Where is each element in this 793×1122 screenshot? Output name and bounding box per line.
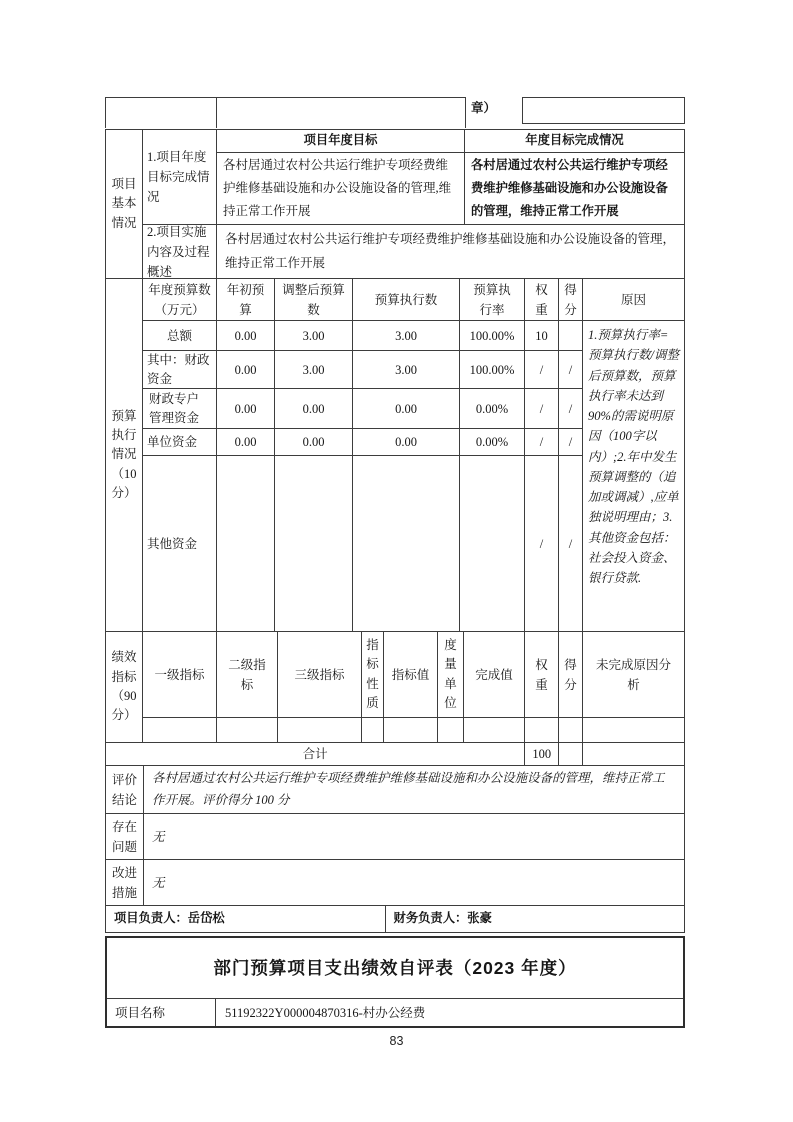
perf-col-header-level2: 二级指标 [217, 632, 278, 718]
project-name-label: 项目名称 [107, 999, 216, 1026]
budget-row-total [143, 321, 583, 351]
budget-col-header-initial: 年初预算 [217, 279, 275, 321]
perf-col-header-nature: 指标性质 [362, 632, 384, 718]
budget-col-header-executed: 预算执行数 [353, 279, 460, 321]
performance-section [106, 632, 685, 743]
budget-special-rate: 0.00% [460, 389, 525, 429]
budget-unit-weight: / [525, 429, 559, 456]
basic-info-section [106, 130, 685, 279]
perf-col-header-level1: 一级指标 [143, 632, 217, 718]
next-table-title: 部门预算项目支出绩效自评表（2023 年度） [107, 938, 683, 999]
budget-other-initial [217, 456, 275, 632]
budget-other-weight: / [525, 456, 559, 632]
conclusion-text: 各村居通过农村公共运行维护专项经费维护维修基础设施和办公设施设备的管理，维持正常工作开展。评价得分 100 分 [144, 766, 685, 814]
budget-fiscal-weight: / [525, 351, 559, 389]
conclusion-row [106, 766, 685, 814]
budget-other-rate [460, 456, 525, 632]
performance-empty-row [143, 718, 685, 743]
budget-row-special-account [143, 389, 583, 429]
page-number: 83 [389, 1034, 404, 1048]
budget-special-weight: / [525, 389, 559, 429]
finance-manager-signer: 财务负责人：张豪 [386, 906, 685, 933]
perf-col-header-reason: 未完成原因分析 [583, 632, 685, 718]
budget-row-fiscal [143, 351, 583, 389]
budget-col-header-rate: 预算执行率 [460, 279, 525, 321]
signers-row [106, 906, 685, 933]
project-manager-signer: 项目负责人：岳岱松 [106, 906, 386, 933]
project-name-value: 51192322Y000004870316-村办公经费 [225, 1005, 426, 1020]
cutoff-row-fragment [105, 97, 685, 129]
next-evaluation-table [105, 936, 685, 1028]
total-reason-cell [583, 743, 685, 766]
budget-label-fiscal: 其中：财政资金 [143, 351, 217, 389]
budget-execution-section [106, 279, 685, 632]
budget-total-initial: 0.00 [217, 321, 275, 351]
budget-fiscal-adjusted: 3.00 [275, 351, 353, 389]
evaluation-table [105, 129, 685, 933]
perf-empty-cell [525, 718, 559, 743]
performance-header-row [143, 632, 685, 718]
perf-col-header-completed: 完成值 [464, 632, 525, 718]
budget-total-executed: 3.00 [353, 321, 460, 351]
budget-label-unit: 单位资金 [143, 429, 217, 456]
problems-text: 无 [144, 814, 685, 860]
goal-header: 项目年度目标 [217, 130, 465, 153]
perf-col-header-value: 指标值 [384, 632, 438, 718]
basic-info-row-label: 项目基本情况 [106, 130, 143, 279]
performance-row-label: 绩效指标（90分） [106, 632, 143, 743]
fragment-cell-right [522, 97, 685, 124]
budget-other-adjusted [275, 456, 353, 632]
budget-label-special: 财政专户管理资金 [143, 389, 217, 429]
fragment-cell-middle [216, 97, 466, 128]
budget-reason-text: 1.预算执行率=预算执行数/调整后预算数，预算执行率未达到90%的需说明原因（100字以内）;2.年中发生预算调整的（追加或调减）,应单独说明理由；3.其他资金包括：社会投入资金、银行贷款. [583, 321, 685, 632]
budget-fiscal-executed: 3.00 [353, 351, 460, 389]
total-weight-value: 100 [525, 743, 559, 766]
budget-col-header-score: 得分 [559, 279, 583, 321]
perf-col-header-unit: 度量单位 [438, 632, 464, 718]
perf-col-header-level3: 三级指标 [278, 632, 362, 718]
implementation-text: 各村居通过农村公共运行维护专项经费维护维修基础设施和办公设施设备的管理，维持正常工作开展 [217, 225, 685, 279]
budget-unit-score: / [559, 429, 583, 456]
budget-special-score: / [559, 389, 583, 429]
budget-label-other: 其他资金 [143, 456, 217, 632]
budget-total-adjusted: 3.00 [275, 321, 353, 351]
perf-col-header-weight: 权重 [525, 632, 559, 718]
budget-row-label: 预算执行情况（10分） [106, 279, 143, 632]
perf-empty-cell [384, 718, 438, 743]
budget-total-score [559, 321, 583, 351]
budget-row-other [143, 456, 583, 632]
budget-header-row [143, 279, 583, 321]
problems-row [106, 814, 685, 860]
problems-label: 存在问题 [106, 814, 144, 860]
budget-row-unit [143, 429, 583, 456]
budget-unit-adjusted: 0.00 [275, 429, 353, 456]
perf-empty-cell [217, 718, 278, 743]
budget-fiscal-score: / [559, 351, 583, 389]
completion-text: 各村居通过农村公共运行维护专项经费维护维修基础设施和办公设施设备的管理，维持正常工作开展 [465, 153, 685, 225]
budget-col-header-adjusted: 调整后预算数 [275, 279, 353, 321]
budget-fiscal-initial: 0.00 [217, 351, 275, 389]
total-label: 合计 [106, 743, 525, 766]
goal-text: 各村居通过农村公共运行维护专项经费维护维修基础设施和办公设施设备的管理,维持正常工作开展 [217, 153, 465, 225]
perf-empty-cell [559, 718, 583, 743]
budget-unit-rate: 0.00% [460, 429, 525, 456]
budget-fiscal-rate: 100.00% [460, 351, 525, 389]
main-document-area [105, 97, 685, 1020]
implementation-sub-label: 2.项目实施内容及过程概述 [143, 225, 217, 279]
perf-empty-cell [362, 718, 384, 743]
completion-header: 年度目标完成情况 [465, 130, 685, 153]
budget-unit-initial: 0.00 [217, 429, 275, 456]
budget-other-executed [353, 456, 460, 632]
annual-goal-sub-label: 1.项目年度目标完成情况 [143, 130, 217, 225]
project-name-row [107, 999, 683, 1026]
budget-col-header-weight: 权重 [525, 279, 559, 321]
perf-col-header-score: 得分 [559, 632, 583, 718]
improvements-label: 改进措施 [106, 860, 144, 906]
budget-total-weight: 10 [525, 321, 559, 351]
budget-special-adjusted: 0.00 [275, 389, 353, 429]
perf-empty-cell [583, 718, 685, 743]
fragment-cell-left [105, 97, 217, 128]
perf-empty-cell [438, 718, 464, 743]
total-score-cell [559, 743, 583, 766]
budget-total-rate: 100.00% [460, 321, 525, 351]
budget-special-executed: 0.00 [353, 389, 460, 429]
budget-col-header-reason: 原因 [583, 279, 685, 321]
budget-col-header-annual: 年度预算数（万元） [143, 279, 217, 321]
budget-label-total: 总额 [143, 321, 217, 351]
budget-special-initial: 0.00 [217, 389, 275, 429]
budget-other-score: / [559, 456, 583, 632]
improvements-text: 无 [144, 860, 685, 906]
perf-empty-cell [464, 718, 525, 743]
budget-unit-executed: 0.00 [353, 429, 460, 456]
seal-text-fragment: 章） [471, 101, 497, 115]
conclusion-label: 评价结论 [106, 766, 144, 814]
perf-empty-cell [143, 718, 217, 743]
perf-empty-cell [278, 718, 362, 743]
total-row [106, 743, 685, 766]
improvements-row [106, 860, 685, 906]
